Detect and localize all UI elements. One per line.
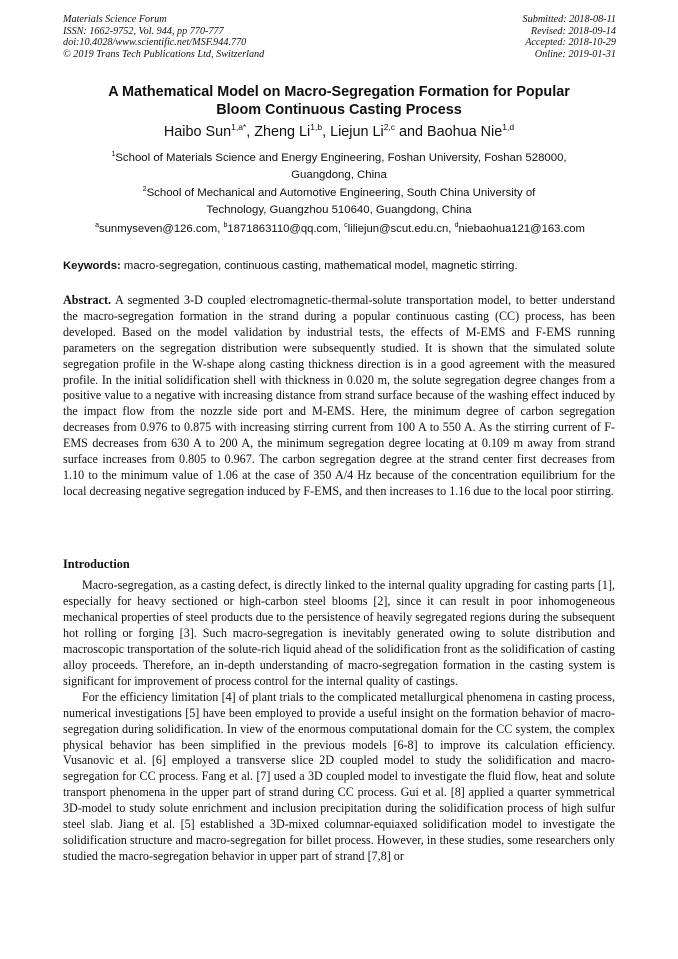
affiliation-2: [70, 185, 608, 218]
date-info: [523, 14, 616, 60]
email-address: niebaohua121@163.com: [458, 223, 585, 235]
author-emails: [60, 221, 620, 237]
email-address: liliejun@scut.edu.cn,: [347, 223, 455, 235]
email-mark: a: [95, 222, 99, 229]
introduction-body: [63, 578, 615, 865]
affiliation-line: Technology, Guangzhou 510640, Guangdong, China: [206, 203, 472, 216]
accepted-date: Accepted: 2018-10-29: [525, 37, 616, 49]
paragraph: Macro-segregation, as a casting defect, is directly linked to the internal quality upgrading for casting parts [1], especially for heavy sectioned or high-carbon steel blooms [2], since it can result in poor inhomogeneous mechanical properties of steel products due to the persistence of heavily segregated regions during the subsequent hot rolling or forging [3]. Such macro-segregation is inevitably generated owing to solute distribution and macroscopic transportation of the solute-rich liquid ahead of the solidification front as the solidification of casting alloy proceeds. Therefore, an in-depth understanding of macro-segregation formation in the casting system is significant for improvement of process control for the internal quality of castings.: [63, 578, 615, 688]
author-list: [60, 123, 618, 141]
affiliation-line: Guangdong, China: [291, 168, 387, 181]
author-separator: ,: [322, 124, 331, 140]
affiliation-mark: 2: [142, 186, 147, 193]
email-mark: c: [344, 222, 348, 229]
author-separator: and: [395, 124, 428, 140]
publication-info: [63, 14, 264, 60]
online-date: Online: 2019-01-31: [534, 48, 616, 60]
author-affil-mark: 1,b: [310, 122, 323, 132]
paper-title: [60, 83, 618, 119]
keywords-label: Keywords:: [63, 260, 121, 272]
keywords: [63, 258, 618, 274]
abstract-text: A segmented 3-D coupled electromagnetic-thermal-solute transportation model, to better understand the macro-segregation formation in the strand during a popular continuous casting (CC) process, has been developed. Based on the model validation by industrial tests, the effects of M-EMS and F-EMS running parameters on the segregation distribution were subsequently studied. It is shown that the simulated solute segregation profile in the W-shape along casting thickness direction is in a good agreement with the measured profile. In the initial solidification shell with thickness in 0.020 m, the solute segregation degree changes from a positive value to a negative with increasing distance from strand surface because of the washing effect induced by the impact flow from the nozzle side port and M-EMS. Here, the minimum degree of carbon segregation decreases from 0.976 to 0.875 with increasing stirring current from 100 A to 550 A. As the stirring current of F-EMS decreases from 630 A to 200 A, the minimum segregation degree locating at 0.109 m away from strand surface increases from 0.805 to 0.967. The carbon segregation degree at the strand center first decreases from 1.10 to the minimum value of 1.06 at the case of 350 A/4 Hz because of the concentration equilibrium for the local decreasing negative segregation induced by F-EMS, and then increases to 1.16 due to the local poor stirring.: [63, 293, 615, 498]
author-name: Haibo Sun: [163, 124, 232, 140]
email-mark: d: [454, 222, 459, 229]
paragraph: For the efficiency limitation [4] of plant trials to the complicated metallurgical phenomena in casting process, numerical investigations [5] have been employed to provide a useful insight on the formation behavior of macro-segregation during solidification. In view of the enormous computational domain for the CC system, the complex physical behavior has been simplified in the previous models [6-8] to improve its calculation efficiency. Vusanovic et al. [6] employed a transverse slice 2D coupled model to study the solidification and macro-segregation for CC process. Fang et al. [7] used a 3D coupled model to investigate the fluid flow, heat and solute transport phenomena in the upper part of strand during CC process. Gui et al. [8] applied a quarter symmetrical 3D-model to study solute enrichment and inclusion precipitation during the solidification process of high sulfur steel slab. Jiang et al. [5] established a 3D-mixed columnar-equiaxed solidification model to investigate the solidification structure and macro-segregation for billet process. However, in these studies, some researchers only studied the macro-segregation behavior in upper part of strand [7,8] or: [63, 689, 615, 864]
author-name: Zheng Li: [254, 124, 311, 140]
doi-line: doi:10.4028/www.scientific.net/MSF.944.770: [63, 37, 247, 49]
author-affil-mark: 2,c: [383, 122, 396, 132]
affiliation-line: School of Materials Science and Energy Engineering, Foshan University, Foshan 528000,: [115, 152, 567, 164]
title-line-2: Bloom Continuous Casting Process: [216, 102, 462, 118]
abstract-label: Abstract.: [63, 293, 112, 307]
issn-line: ISSN: 1662-9752, Vol. 944, pp 770-777: [63, 25, 224, 37]
author-affil-mark: 1,d: [502, 122, 515, 132]
revised-date: Revised: 2018-09-14: [530, 25, 616, 37]
affiliation-1: [70, 150, 608, 183]
journal-name: Materials Science Forum: [63, 14, 167, 25]
email-address: sunmyseven@126.com,: [98, 223, 224, 235]
email-mark: b: [223, 222, 228, 229]
author-affil-mark: 1,a*: [231, 122, 247, 132]
email-address: 1871863110@qq.com,: [227, 223, 345, 235]
author-name: Baohua Nie: [427, 124, 503, 140]
abstract: [63, 293, 615, 500]
submitted-date: Submitted: 2018-08-11: [522, 14, 616, 25]
author-name: Liejun Li: [330, 124, 384, 140]
copyright-line: © 2019 Trans Tech Publications Ltd, Switzerland: [63, 48, 265, 60]
affiliation-line: School of Mechanical and Automotive Engineering, South China University of: [146, 187, 536, 199]
title-line-1: A Mathematical Model on Macro-Segregation Formation for Popular: [108, 84, 570, 100]
author-separator: ,: [246, 124, 255, 140]
keywords-text: macro-segregation, continuous casting, mathematical model, magnetic stirring.: [120, 260, 518, 272]
affiliation-mark: 1: [111, 151, 116, 158]
section-heading-introduction: Introduction: [63, 557, 130, 571]
